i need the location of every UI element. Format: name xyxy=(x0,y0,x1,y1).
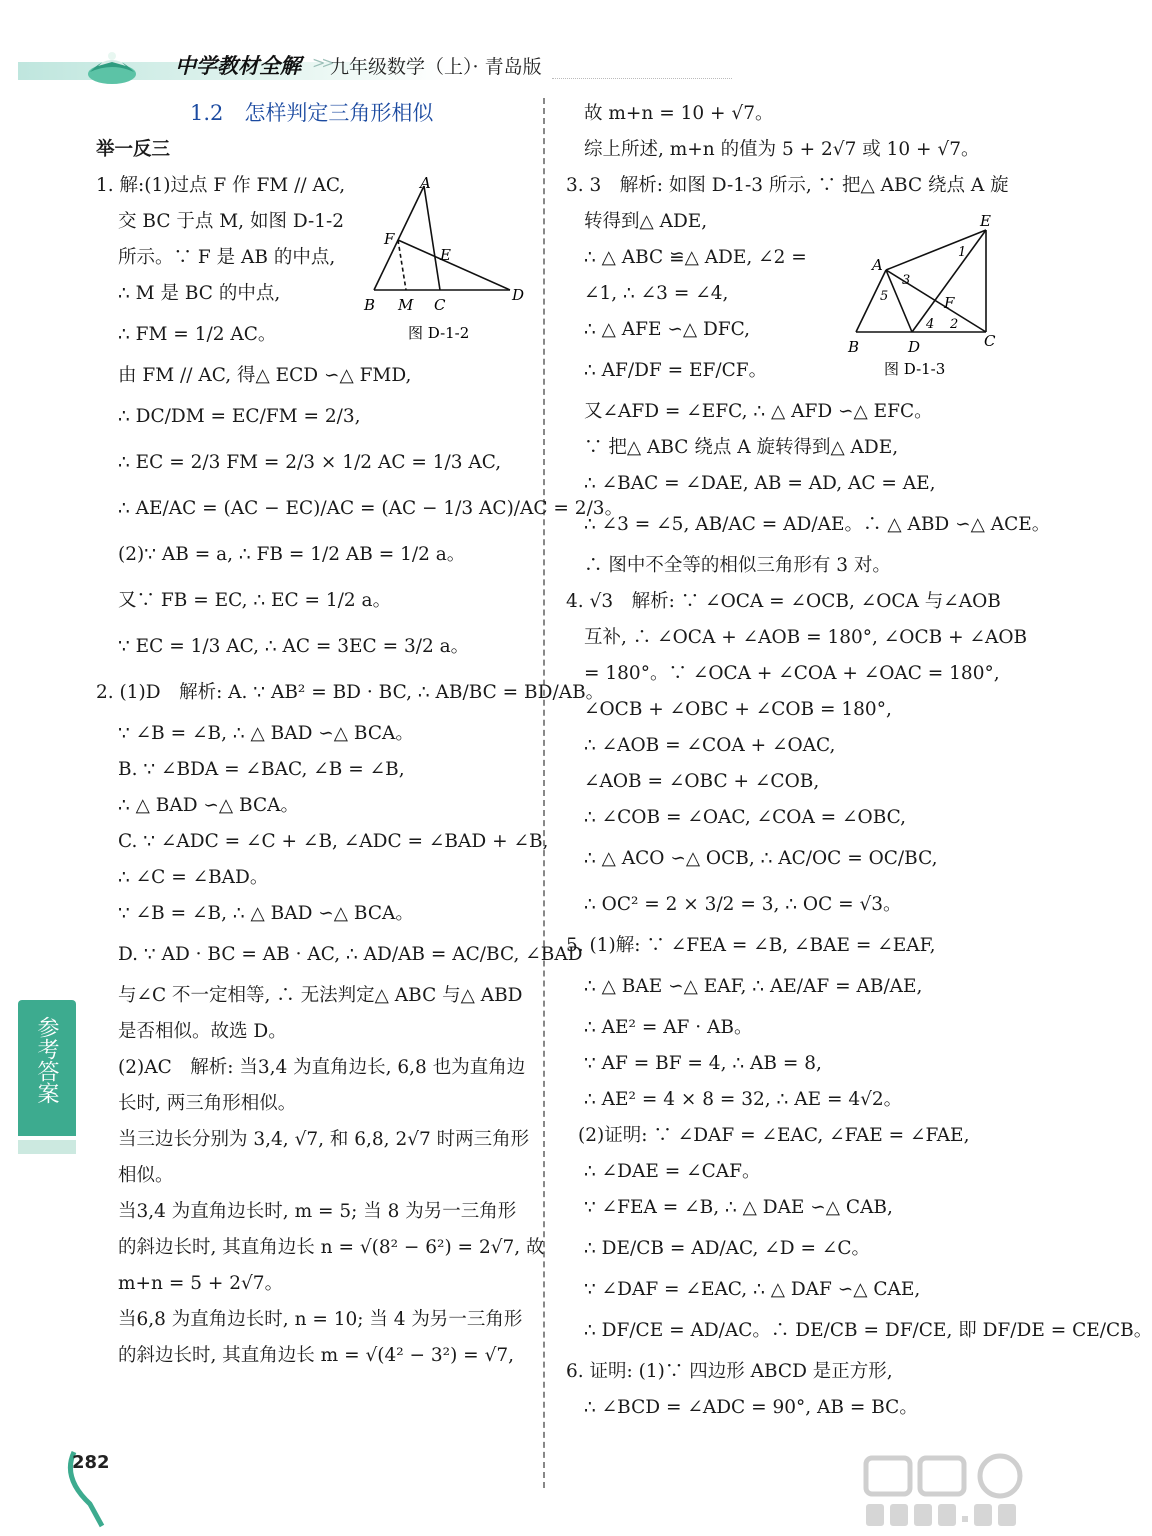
answer-line: ∴ DF/CE = AD/AC。∴ DE/CB = DF/CE, 即 DF/DE = CE/CB。 xyxy=(584,1320,1152,1341)
answer-line: B. ∵ ∠BDA = ∠BAC, ∠B = ∠B, xyxy=(118,759,405,780)
fig2-label-5: 5 xyxy=(880,289,889,304)
answer-line: 当6,8 为直角边长时, n = 10; 当 4 为另一三角形 xyxy=(118,1309,523,1330)
answer-line: ∴ FM = 1/2 AC。 xyxy=(118,324,277,345)
answer-line: (2)证明: ∵ ∠DAF = ∠EAC, ∠FAE = ∠FAE, xyxy=(578,1125,970,1146)
answer-line: ∴ ∠DAE = ∠CAF。 xyxy=(584,1161,761,1182)
answer-line: 由 FM // AC, 得△ ECD ∽△ FMD, xyxy=(118,365,412,386)
answer-line: 1. 解:(1)过点 F 作 FM // AC, xyxy=(96,175,346,196)
answer-line: ∴ △ ABC ≌△ ADE, ∠2 = xyxy=(584,247,807,268)
answer-line: 互补, ∴ ∠OCA + ∠AOB = 180°, ∠OCB + ∠AOB xyxy=(584,627,1028,648)
answer-line: ∴ M 是 BC 的中点, xyxy=(118,283,281,304)
answer-line: ∴ ∠3 = ∠5, AB/AC = AD/AE。∴ △ ABD ∽△ ACE。 xyxy=(584,514,1051,535)
answer-line: ∴ △ BAE ∽△ EAF, ∴ AE/AF = AB/AE, xyxy=(584,976,923,997)
answer-line: ∵ ∠DAF = ∠EAC, ∴ △ DAF ∽△ CAE, xyxy=(584,1279,921,1300)
answer-line: ∵ 把△ ABC 绕点 A 旋转得到△ ADE, xyxy=(584,437,899,458)
fig2-caption: 图 D-1-3 xyxy=(884,360,946,378)
answer-line: ∴ ∠COB = ∠OAC, ∠COA = ∠OBC, xyxy=(584,807,907,828)
answer-line: ∵ ∠B = ∠B, ∴ △ BAD ∽△ BCA。 xyxy=(118,903,414,924)
fig1-caption: 图 D-1-2 xyxy=(408,324,470,342)
figure-d-1-3 xyxy=(840,208,1005,378)
answer-line: 所示。∵ F 是 AB 的中点, xyxy=(118,247,336,268)
fig1-label-a: A xyxy=(420,174,431,192)
answer-line: ∠AOB = ∠OBC + ∠COB, xyxy=(584,771,820,792)
answer-line: C. ∵ ∠ADC = ∠C + ∠B, ∠ADC = ∠BAD + ∠B, xyxy=(118,831,549,852)
fig1-label-b: B xyxy=(364,296,376,314)
answer-line: m+n = 5 + 2√7。 xyxy=(118,1273,284,1294)
header-dotted-line xyxy=(552,78,732,79)
answer-line: D. ∵ AD · BC = AB · AC, ∴ AD/AB = AC/BC, ∠BAD xyxy=(118,944,583,965)
header-subtitle: 九年级数学（上）· 青岛版 xyxy=(330,56,542,78)
answer-line: 相似。 xyxy=(118,1165,174,1186)
answer-line: ∴ EC = 2/3 FM = 2/3 × 1/2 AC = 1/3 AC, xyxy=(118,452,502,473)
answer-line: 又∠AFD = ∠EFC, ∴ △ AFD ∽△ EFC。 xyxy=(584,401,933,422)
answer-line: 2. (1)D 解析: A. ∵ AB² = BD · BC, ∴ AB/BC = BD/AB。 xyxy=(96,682,605,703)
answers-side-tab xyxy=(18,1000,76,1136)
fig2-label-3: 3 xyxy=(902,273,911,288)
answer-line: ∴ ∠C = ∠BAD。 xyxy=(118,867,269,888)
answer-line: ∴ △ AFE ∽△ DFC, xyxy=(584,319,750,340)
answer-line: ∴ AE² = AF · AB。 xyxy=(584,1017,753,1038)
answer-line: ∴ AE/AC = (AC − EC)/AC = (AC − 1/3 AC)/AC = 2/3。 xyxy=(118,498,624,519)
fig2-label-1: 1 xyxy=(958,245,967,260)
section-title: 1.2 怎样判定三角形相似 xyxy=(190,101,434,125)
answer-line: ∴ ∠BCD = ∠ADC = 90°, AB = BC。 xyxy=(584,1397,918,1418)
answer-line: 的斜边长时, 其直角边长 n = √(8² − 6²) = 2√7, 故 xyxy=(118,1237,545,1258)
fig1-label-c: C xyxy=(434,296,446,314)
answer-line: 当3,4 为直角边长时, m = 5; 当 8 为另一三角形 xyxy=(118,1201,517,1222)
answer-line: 交 BC 于点 M, 如图 D-1-2 xyxy=(118,211,345,232)
answer-line: ∴ AE² = 4 × 8 = 32, ∴ AE = 4√2。 xyxy=(584,1089,903,1110)
answer-line: = 180°。∵ ∠OCA + ∠COA + ∠OAC = 180°, xyxy=(584,663,1000,684)
fig2-label-d: D xyxy=(908,338,921,356)
fig2-label-4: 4 xyxy=(926,317,935,332)
fig2-label-a: A xyxy=(872,256,883,274)
answer-line: ∵ AF = BF = 4, ∴ AB = 8, xyxy=(584,1053,822,1074)
page-number: 282 xyxy=(72,1452,110,1473)
answer-line: 与∠C 不一定相等, ∴ 无法判定△ ABC 与△ ABD xyxy=(118,985,523,1006)
answer-line: 当三边长分别为 3,4, √7, 和 6,8, 2√7 时两三角形 xyxy=(118,1129,530,1150)
answer-line: 又∵ FB = EC, ∴ EC = 1/2 a。 xyxy=(118,590,392,611)
answer-line: 6. 证明: (1)∵ 四边形 ABCD 是正方形, xyxy=(566,1361,893,1382)
header-arrows: >> xyxy=(312,53,331,72)
answer-line: 是否相似。故选 D。 xyxy=(118,1021,287,1042)
fig1-label-f: F xyxy=(384,230,395,248)
fig2-label-b: B xyxy=(848,338,860,356)
side-tab-shadow xyxy=(18,1140,76,1154)
answer-line: (2)∵ AB = a, ∴ FB = 1/2 AB = 1/2 a。 xyxy=(118,544,466,565)
answer-line: ∴ 图中不全等的相似三角形有 3 对。 xyxy=(584,555,891,576)
fig2-label-f: F xyxy=(944,294,955,312)
fig2-label-2: 2 xyxy=(950,317,959,332)
page-header xyxy=(0,0,1043,90)
answer-line: ∴ DC/DM = EC/FM = 2/3, xyxy=(118,406,361,427)
answer-line: 4. √3 解析: ∵ ∠OCA = ∠OCB, ∠OCA 与∠AOB xyxy=(566,591,1001,612)
answer-line: ∴ △ ACO ∽△ OCB, ∴ AC/OC = OC/BC, xyxy=(584,848,938,869)
answer-line: ∠1, ∴ ∠3 = ∠4, xyxy=(584,283,729,304)
answer-line: 故 m+n = 10 + √7。 xyxy=(584,103,774,124)
figure-d-1-2 xyxy=(358,172,533,347)
answer-line: 综上所述, m+n 的值为 5 + 2√7 或 10 + √7。 xyxy=(584,139,980,160)
answer-line: ∵ ∠B = ∠B, ∴ △ BAD ∽△ BCA。 xyxy=(118,723,414,744)
fig2-label-c: C xyxy=(984,332,996,350)
answer-line: ∴ DE/CB = AD/AC, ∠D = ∠C。 xyxy=(584,1238,871,1259)
answer-line: ∵ ∠FEA = ∠B, ∴ △ DAE ∽△ CAB, xyxy=(584,1197,893,1218)
answer-line: 长时, 两三角形相似。 xyxy=(118,1093,297,1114)
answer-line: ∴ △ BAD ∽△ BCA。 xyxy=(118,795,299,816)
fig2-label-e: E xyxy=(980,212,991,230)
answer-line: 的斜边长时, 其直角边长 m = √(4² − 3²) = √7, xyxy=(118,1345,515,1366)
book-logo-icon xyxy=(84,44,140,86)
column-divider xyxy=(543,98,545,1488)
header-title: 中学教材全解 xyxy=(175,53,301,78)
answer-line: ∴ AF/DF = EF/CF。 xyxy=(584,360,768,381)
answer-line: 5. (1)解: ∵ ∠FEA = ∠B, ∠BAE = ∠EAF, xyxy=(566,935,936,956)
answer-line: ∴ OC² = 2 × 3/2 = 3, ∴ OC = √3。 xyxy=(584,894,902,915)
watermark-logo xyxy=(860,1452,1032,1532)
answer-line: 转得到△ ADE, xyxy=(584,211,708,232)
fig1-label-d: D xyxy=(512,286,525,304)
fig1-label-m: M xyxy=(398,296,414,314)
answer-line: ∴ ∠AOB = ∠COA + ∠OAC, xyxy=(584,735,836,756)
answer-line: ∴ ∠BAC = ∠DAE, AB = AD, AC = AE, xyxy=(584,473,936,494)
fig1-label-e: E xyxy=(440,246,451,264)
section-head: 举一反三 xyxy=(96,139,171,160)
answer-line: (2)AC 解析: 当3,4 为直角边长, 6,8 也为直角边 xyxy=(118,1057,526,1078)
side-tab-label: 参考答案 xyxy=(34,1016,59,1104)
answer-line: ∵ EC = 1/3 AC, ∴ AC = 3EC = 3/2 a。 xyxy=(118,636,470,657)
answer-line: 3. 3 解析: 如图 D-1-3 所示, ∵ 把△ ABC 绕点 A 旋 xyxy=(566,175,1009,196)
answer-line: ∠OCB + ∠OBC + ∠COB = 180°, xyxy=(584,699,892,720)
